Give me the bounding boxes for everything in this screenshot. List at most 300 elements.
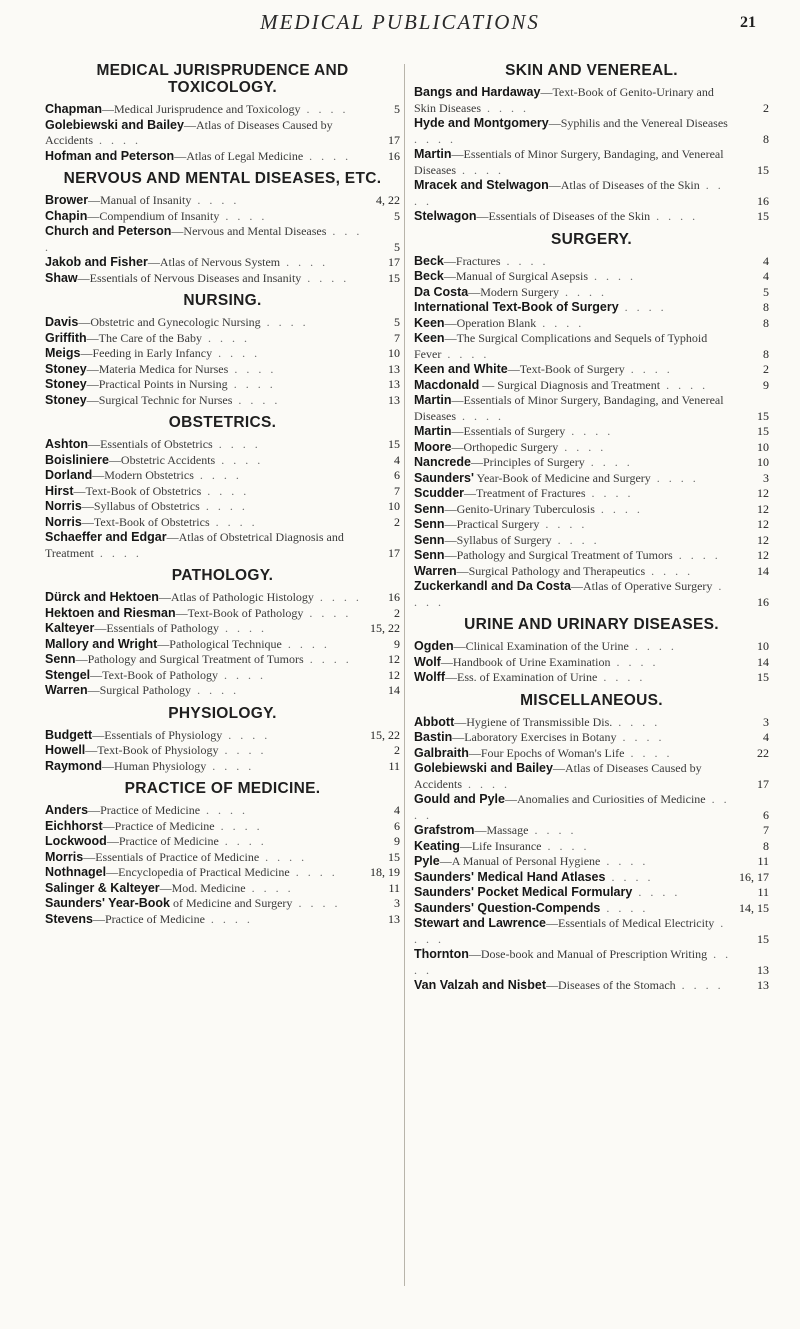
entry-author: Anders bbox=[45, 803, 89, 817]
catalog-section bbox=[414, 616, 769, 686]
catalog-entry bbox=[414, 670, 769, 686]
entry-author: Senn bbox=[414, 501, 445, 516]
entry-author: Stevens bbox=[45, 911, 93, 926]
entry-page-number: 3 bbox=[763, 470, 769, 485]
entry-author: Davis bbox=[45, 315, 79, 329]
catalog-entry bbox=[414, 761, 769, 792]
entry-page-number: 12 bbox=[757, 532, 769, 547]
leader-dots: . . . . bbox=[536, 315, 585, 330]
entry-title: —Atlas of Diseases Caused by Accidents bbox=[414, 761, 702, 791]
leader-dots: . . . . bbox=[218, 743, 267, 757]
entry-author: Bastin bbox=[414, 730, 453, 744]
entry-title: —Manual of Surgical Asepsis bbox=[443, 269, 588, 283]
entry-page-number: 15 bbox=[388, 437, 400, 451]
catalog-entry bbox=[414, 486, 769, 502]
entry-page-number: 12 bbox=[757, 486, 769, 500]
leader-dots: . . . . bbox=[301, 270, 350, 285]
entry-author: Martin bbox=[414, 147, 452, 161]
catalog-entry bbox=[45, 803, 400, 819]
catalog-entry bbox=[414, 564, 769, 580]
entry-title: —Essentials of Medical Electricity bbox=[546, 916, 715, 930]
entry-title: —Surgical Technic for Nurses bbox=[86, 392, 233, 407]
entry-author: Brower bbox=[45, 193, 89, 207]
catalog-entry bbox=[414, 839, 769, 855]
entry-author: Macdonald bbox=[414, 377, 480, 392]
entry-author: Golebiewski and Bailey bbox=[45, 117, 184, 132]
leader-dots: . . . . bbox=[558, 284, 607, 299]
entry-page-number: 2 bbox=[763, 100, 769, 115]
entry-author: Howell bbox=[45, 743, 86, 757]
entry-page-number: 4 bbox=[763, 269, 769, 283]
catalog-entry bbox=[45, 912, 400, 928]
section-heading: PRACTICE OF MEDICINE. bbox=[124, 780, 321, 797]
catalog-entry bbox=[414, 885, 769, 901]
catalog-entry bbox=[414, 209, 769, 225]
entry-title: —Handbook of Urine Examination bbox=[440, 654, 611, 669]
leader-dots: . . . . bbox=[206, 758, 255, 773]
catalog-entry bbox=[414, 823, 769, 839]
catalog-entry bbox=[45, 881, 400, 897]
catalog-section bbox=[414, 62, 769, 225]
entry-author: Saunders' Medical Hand Atlases bbox=[414, 869, 606, 884]
entry-author: Chapin bbox=[45, 208, 88, 223]
catalog-section bbox=[45, 170, 400, 286]
leader-dots: . . . . bbox=[191, 683, 240, 697]
entry-author: Beck bbox=[414, 269, 444, 283]
entry-page-number: 2 bbox=[394, 605, 400, 620]
section-heading: NURSING. bbox=[183, 292, 262, 309]
catalog-entry bbox=[414, 254, 769, 270]
entry-page-number: 3 bbox=[394, 896, 400, 910]
catalog-entry bbox=[414, 285, 769, 301]
entry-author: Lockwood bbox=[45, 834, 107, 848]
entry-author: Jakob and Fisher bbox=[45, 255, 148, 269]
entry-author: Hektoen and Riesman bbox=[45, 605, 176, 620]
entry-author: Eichhorst bbox=[45, 818, 103, 833]
leader-dots: . . . . bbox=[600, 900, 649, 915]
catalog-entry bbox=[45, 331, 400, 347]
entry-author: Saunders' Pocket Medical Formulary bbox=[414, 885, 633, 899]
entry-page-number: 4 bbox=[763, 253, 769, 268]
entry-page-number: 15 bbox=[757, 931, 769, 946]
catalog-entry bbox=[414, 378, 769, 394]
leader-dots: . . . . bbox=[228, 361, 277, 376]
entry-author: Boisliniere bbox=[45, 452, 109, 467]
leader-dots: . . . . bbox=[597, 670, 646, 684]
catalog-entry bbox=[414, 362, 769, 378]
entry-title: —Obstetric Accidents bbox=[108, 452, 216, 467]
entry-title: —Operation Blank bbox=[444, 315, 537, 330]
leader-dots: . . . . bbox=[585, 486, 634, 500]
catalog-entry bbox=[414, 269, 769, 285]
entry-page-number: 8 bbox=[763, 315, 769, 330]
entry-page-number: 15 bbox=[388, 270, 400, 285]
leader-dots: . . . . bbox=[45, 224, 363, 254]
entry-author: Wolff bbox=[414, 670, 446, 684]
entry-author: Stewart and Lawrence bbox=[414, 916, 546, 930]
entry-author: International Text-Book of Surgery bbox=[414, 300, 619, 314]
entry-title: —Massage bbox=[474, 823, 529, 837]
entry-title: —Medical Jurisprudence and Toxicology bbox=[101, 102, 301, 116]
leader-dots: . . . . bbox=[214, 818, 263, 833]
entry-page-number: 5 bbox=[394, 239, 400, 254]
entry-author: Morris bbox=[45, 849, 84, 864]
catalog-entry bbox=[45, 453, 400, 469]
entry-page-number: 10 bbox=[388, 346, 400, 360]
catalog-entry bbox=[414, 655, 769, 671]
catalog-section bbox=[45, 705, 400, 775]
entry-page-number: 7 bbox=[394, 483, 400, 498]
section-heading: PHYSIOLOGY. bbox=[168, 704, 277, 722]
entry-author: Keen bbox=[414, 331, 445, 345]
section-heading: NERVOUS AND MENTAL DISEASES, ETC. bbox=[63, 170, 382, 187]
entry-title: —The Surgical Complications and Sequels of Typhoid Fever bbox=[414, 331, 708, 361]
leader-dots: . . . . bbox=[618, 300, 667, 314]
entry-page-number: 4 bbox=[394, 803, 400, 817]
entry-author: Gould and Pyle bbox=[414, 792, 505, 806]
leader-dots: . . . . bbox=[215, 452, 264, 467]
leader-dots: . . . . bbox=[260, 315, 309, 329]
leader-dots: . . . . bbox=[414, 178, 724, 208]
entry-title: —Compendium of Insanity bbox=[87, 208, 220, 223]
leader-dots: . . . . bbox=[245, 880, 294, 895]
entry-author: Keen bbox=[414, 315, 445, 330]
entry-title: —Pathology and Surgical Treatment of Tumors bbox=[444, 548, 673, 562]
leader-dots: . . . . bbox=[414, 792, 730, 822]
section-heading: PATHOLOGY. bbox=[171, 567, 274, 584]
entry-author: Dürck and Hektoen bbox=[45, 590, 159, 604]
leader-dots: . . . . bbox=[594, 501, 643, 516]
catalog-entry bbox=[45, 590, 400, 606]
entry-page-number: 15, 22 bbox=[370, 727, 400, 742]
catalog-entry bbox=[414, 579, 769, 610]
leader-dots: . . . . bbox=[201, 483, 250, 498]
entry-title: —Feeding in Early Infancy bbox=[80, 346, 213, 360]
entry-page-number: 11 bbox=[757, 885, 769, 899]
catalog-entry bbox=[45, 728, 400, 744]
leader-dots: . . . . bbox=[616, 730, 665, 744]
entry-page-number: 22 bbox=[757, 745, 769, 760]
entry-title: —Mod. Medicine bbox=[159, 880, 246, 895]
catalog-entry bbox=[45, 759, 400, 775]
entry-title: —Essentials of Minor Surgery, Bandaging, and Venereal Diseases bbox=[414, 393, 724, 423]
column-divider bbox=[404, 64, 405, 1286]
section-heading: URINE AND URINARY DISEASES. bbox=[464, 616, 719, 633]
entry-title: —Pathology and Surgical Treatment of Tumors bbox=[75, 652, 304, 666]
entry-title: —Text-Book of Genito-Urinary and Skin Diseases bbox=[414, 85, 714, 115]
entry-title: —Laboratory Exercises in Botany bbox=[452, 730, 617, 744]
entry-page-number: 14 bbox=[757, 563, 769, 578]
entry-title: —Text-Book of Pathology bbox=[175, 605, 304, 620]
entry-author: Saunders' Year-Book bbox=[45, 896, 171, 910]
entry-title: —Human Physiology bbox=[101, 758, 207, 773]
leader-dots: . . . . bbox=[632, 885, 681, 899]
entry-page-number: 14 bbox=[388, 683, 400, 697]
catalog-section bbox=[414, 231, 769, 611]
leader-dots: . . . . bbox=[584, 455, 633, 469]
catalog-entry bbox=[414, 746, 769, 762]
entry-title: —Syllabus of Obstetrics bbox=[81, 499, 200, 513]
entry-title: —Text-Book of Obstetrics bbox=[81, 514, 210, 529]
entry-author: Hirst bbox=[45, 483, 74, 498]
entry-author: Senn bbox=[414, 548, 445, 562]
entry-title: —Atlas of Obstetrical Diagnosis and Treatment bbox=[45, 530, 344, 560]
entry-page-number: 17 bbox=[388, 545, 400, 560]
page-number: 21 bbox=[740, 14, 756, 31]
leader-dots: . . . . bbox=[218, 834, 267, 848]
entry-title: — Surgical Diagnosis and Treatment bbox=[479, 377, 661, 392]
entry-title: —Life Insurance bbox=[459, 838, 542, 853]
entry-author: Nancrede bbox=[414, 455, 471, 469]
entry-title: —A Manual of Personal Hygiene bbox=[439, 854, 601, 868]
leader-dots: . . . . bbox=[199, 499, 248, 513]
catalog-entry bbox=[414, 730, 769, 746]
catalog-section bbox=[414, 692, 769, 994]
leader-dots: . . . . bbox=[650, 470, 699, 485]
entry-page-number: 17 bbox=[388, 255, 400, 269]
entry-author: Abbott bbox=[414, 714, 455, 729]
entry-author: Saunders' bbox=[414, 470, 474, 485]
leader-dots: . . . . bbox=[456, 162, 504, 177]
entry-title: —Atlas of Pathologic Histology bbox=[158, 590, 314, 604]
leader-dots: . . . . bbox=[456, 408, 504, 423]
entry-title: —Surgical Pathology bbox=[87, 683, 192, 697]
leader-dots: . . . . bbox=[588, 269, 636, 283]
entry-page-number: 6 bbox=[394, 818, 400, 833]
catalog-entry bbox=[45, 834, 400, 850]
entry-title: —Treatment of Fractures bbox=[464, 486, 586, 500]
entry-page-number: 5 bbox=[763, 284, 769, 299]
entry-author: Hyde and Montgomery bbox=[414, 116, 549, 130]
catalog-entry bbox=[414, 116, 769, 147]
entry-title: —Principles of Surgery bbox=[470, 455, 585, 469]
entry-title: —Orthopedic Surgery bbox=[451, 439, 559, 454]
entry-page-number: 2 bbox=[394, 514, 400, 529]
entry-page-number: 16, 17 bbox=[739, 869, 769, 884]
entry-title: —Clinical Examination of the Urine bbox=[453, 639, 629, 653]
leader-dots: . . . . bbox=[281, 636, 330, 651]
entry-author: Stelwagon bbox=[414, 209, 477, 223]
leader-dots: . . . . bbox=[441, 346, 490, 361]
leader-dots: . . . . bbox=[212, 437, 261, 451]
leader-dots: . . . . bbox=[303, 652, 352, 666]
entry-page-number: 10 bbox=[757, 639, 769, 653]
entry-page-number: 11 bbox=[757, 854, 769, 868]
entry-title: —Essentials of Practice of Medicine bbox=[83, 849, 260, 864]
leader-dots: . . . . bbox=[232, 392, 281, 407]
entry-title: —The Care of the Baby bbox=[86, 330, 202, 345]
catalog-entry bbox=[414, 393, 769, 424]
leader-dots: . . . . bbox=[551, 532, 600, 547]
entry-author: Scudder bbox=[414, 486, 465, 500]
entry-author: Budgett bbox=[45, 727, 93, 742]
catalog-entry bbox=[45, 621, 400, 637]
entry-author: Church and Peterson bbox=[45, 224, 172, 238]
entry-author: Bangs and Hardaway bbox=[414, 85, 541, 99]
catalog-entry bbox=[414, 947, 769, 978]
catalog-section bbox=[45, 292, 400, 408]
catalog-entry bbox=[45, 819, 400, 835]
leader-dots: . . . . bbox=[672, 548, 721, 562]
entry-title: —Syllabus of Surgery bbox=[444, 532, 552, 547]
leader-dots: . . . . bbox=[600, 854, 649, 868]
entry-author: Wolf bbox=[414, 654, 441, 669]
entry-author: Hofman and Peterson bbox=[45, 148, 175, 163]
catalog-entry bbox=[45, 530, 400, 561]
entry-title: —Essentials of Nervous Diseases and Insanity bbox=[77, 270, 302, 285]
leader-dots: . . . . bbox=[93, 545, 142, 560]
catalog-entry bbox=[414, 978, 769, 994]
entry-author: Stoney bbox=[45, 361, 87, 376]
entry-page-number: 5 bbox=[394, 208, 400, 223]
section-heading: MEDICAL JURISPRUDENCE AND TOXICOLOGY. bbox=[96, 62, 349, 96]
entry-author: Keating bbox=[414, 838, 460, 853]
catalog-entry bbox=[45, 606, 400, 622]
entry-page-number: 14, 15 bbox=[739, 900, 769, 915]
section-heading: SKIN AND VENEREAL. bbox=[505, 62, 678, 79]
leader-dots: . . . . bbox=[313, 590, 362, 604]
catalog-entry bbox=[45, 393, 400, 409]
entry-author: Zuckerkandl and Da Costa bbox=[414, 579, 571, 593]
leader-dots: . . . . bbox=[675, 978, 724, 992]
leader-dots: . . . . bbox=[539, 517, 588, 531]
catalog-entry bbox=[45, 377, 400, 393]
entry-author: Warren bbox=[414, 563, 457, 578]
entry-page-number: 10 bbox=[757, 439, 769, 454]
entry-author: Keen and White bbox=[414, 362, 508, 376]
entry-page-number: 12 bbox=[757, 501, 769, 516]
leader-dots: . . . . bbox=[624, 745, 673, 760]
entry-author: Warren bbox=[45, 683, 88, 697]
entry-author: Galbraith bbox=[414, 745, 469, 760]
catalog-entry bbox=[414, 502, 769, 518]
catalog-section bbox=[45, 62, 400, 164]
entry-page-number: 15 bbox=[757, 424, 769, 438]
leader-dots: . . . . bbox=[303, 605, 352, 620]
entry-page-number: 17 bbox=[757, 776, 769, 791]
catalog-entry bbox=[414, 440, 769, 456]
catalog-entry bbox=[45, 484, 400, 500]
entry-author: Ogden bbox=[414, 639, 454, 653]
entry-title: —Four Epochs of Woman's Life bbox=[468, 745, 625, 760]
entry-author: Da Costa bbox=[414, 284, 469, 299]
entry-page-number: 3 bbox=[763, 714, 769, 729]
catalog-entry bbox=[414, 792, 769, 823]
entry-author: Shaw bbox=[45, 270, 78, 285]
entry-author: Kalteyer bbox=[45, 621, 95, 635]
entry-title: —Text-Book of Obstetrics bbox=[73, 483, 202, 498]
entry-page-number: 12 bbox=[388, 652, 400, 666]
entry-page-number: 15 bbox=[757, 209, 769, 223]
leader-dots: . . . . bbox=[610, 654, 659, 669]
entry-title: —Atlas of Diseases of the Skin bbox=[548, 178, 700, 192]
leader-dots: . . . . bbox=[292, 896, 341, 910]
entry-title: —Modern Surgery bbox=[468, 284, 559, 299]
leader-dots: . . . . bbox=[481, 100, 529, 115]
catalog-entry bbox=[45, 652, 400, 668]
entry-page-number: 16 bbox=[757, 193, 769, 208]
leader-dots: . . . . bbox=[217, 667, 266, 682]
entry-author: Stengel bbox=[45, 667, 91, 682]
entry-author: Stoney bbox=[45, 392, 87, 407]
catalog-entry bbox=[414, 300, 769, 316]
entry-title: —Atlas of Operative Surgery bbox=[571, 579, 713, 593]
entry-title: —Obstetric and Gynecologic Nursing bbox=[78, 315, 261, 329]
leader-dots: . . . . bbox=[414, 947, 732, 977]
catalog-entry bbox=[414, 147, 769, 178]
leader-dots: . . . . bbox=[222, 727, 271, 742]
entry-title: —Essentials of Physiology bbox=[92, 727, 223, 742]
entry-page-number: 15 bbox=[757, 162, 769, 177]
catalog-entry bbox=[45, 271, 400, 287]
catalog-entry bbox=[414, 471, 769, 487]
section-heading: SURGERY. bbox=[550, 230, 633, 248]
leader-dots: . . . . bbox=[624, 362, 673, 376]
entry-page-number: 6 bbox=[394, 468, 400, 482]
entry-page-number: 5 bbox=[394, 315, 400, 329]
entry-page-number: 10 bbox=[388, 499, 400, 513]
entry-title: of Medicine and Surgery bbox=[170, 896, 293, 910]
catalog-section bbox=[45, 780, 400, 927]
leader-dots: . . . . bbox=[528, 823, 577, 837]
catalog-entry bbox=[414, 331, 769, 362]
entry-page-number: 12 bbox=[388, 667, 400, 682]
entry-page-number: 13 bbox=[757, 978, 769, 992]
entry-page-number: 13 bbox=[388, 911, 400, 926]
entry-page-number: 13 bbox=[757, 962, 769, 977]
entry-author: Senn bbox=[414, 532, 445, 547]
catalog-entry bbox=[45, 437, 400, 453]
entry-title: —Encyclopedia of Practical Medicine bbox=[106, 865, 290, 879]
entry-author: Moore bbox=[414, 439, 452, 454]
leader-dots: . . . . bbox=[227, 377, 276, 391]
left-column bbox=[45, 58, 400, 933]
entry-page-number: 6 bbox=[763, 807, 769, 822]
entry-page-number: 2 bbox=[394, 743, 400, 757]
leader-dots: . . . . bbox=[414, 579, 725, 609]
entry-author: Stoney bbox=[45, 377, 87, 391]
entry-page-number: 13 bbox=[388, 361, 400, 376]
leader-dots: . . . . bbox=[565, 424, 614, 438]
catalog-entry bbox=[45, 499, 400, 515]
catalog-entry bbox=[45, 743, 400, 759]
entry-title: —Text-Book of Physiology bbox=[85, 743, 219, 757]
entry-page-number: 9 bbox=[394, 636, 400, 651]
entry-title: —Essentials of Diseases of the Skin bbox=[476, 209, 651, 223]
entry-author: Meigs bbox=[45, 346, 81, 360]
entry-title: —Dose-book and Manual of Prescription Writing bbox=[468, 947, 708, 961]
entry-title: —Text-Book of Surgery bbox=[507, 362, 625, 376]
leader-dots: . . . . bbox=[414, 131, 456, 146]
entry-author: Grafstrom bbox=[414, 823, 475, 837]
section-heading: OBSTETRICS. bbox=[168, 414, 277, 431]
catalog-entry bbox=[45, 346, 400, 362]
entry-author: Salinger & Kalteyer bbox=[45, 880, 160, 895]
entry-page-number: 13 bbox=[388, 392, 400, 407]
catalog-entry bbox=[414, 517, 769, 533]
leader-dots: . . . . bbox=[645, 563, 694, 578]
leader-dots: . . . . bbox=[204, 911, 253, 926]
entry-page-number: 4, 22 bbox=[376, 193, 400, 207]
entry-page-number: 12 bbox=[757, 517, 769, 531]
leader-dots: . . . . bbox=[219, 208, 268, 223]
entry-page-number: 8 bbox=[763, 300, 769, 314]
entry-page-number: 8 bbox=[763, 346, 769, 361]
entry-title: —Practice of Medicine bbox=[106, 834, 219, 848]
catalog-entry bbox=[414, 316, 769, 332]
entry-title: —Atlas of Diseases Caused by Accidents bbox=[45, 117, 333, 147]
entry-title: —Essentials of Minor Surgery, Bandaging, and Venereal Diseases bbox=[414, 147, 724, 177]
